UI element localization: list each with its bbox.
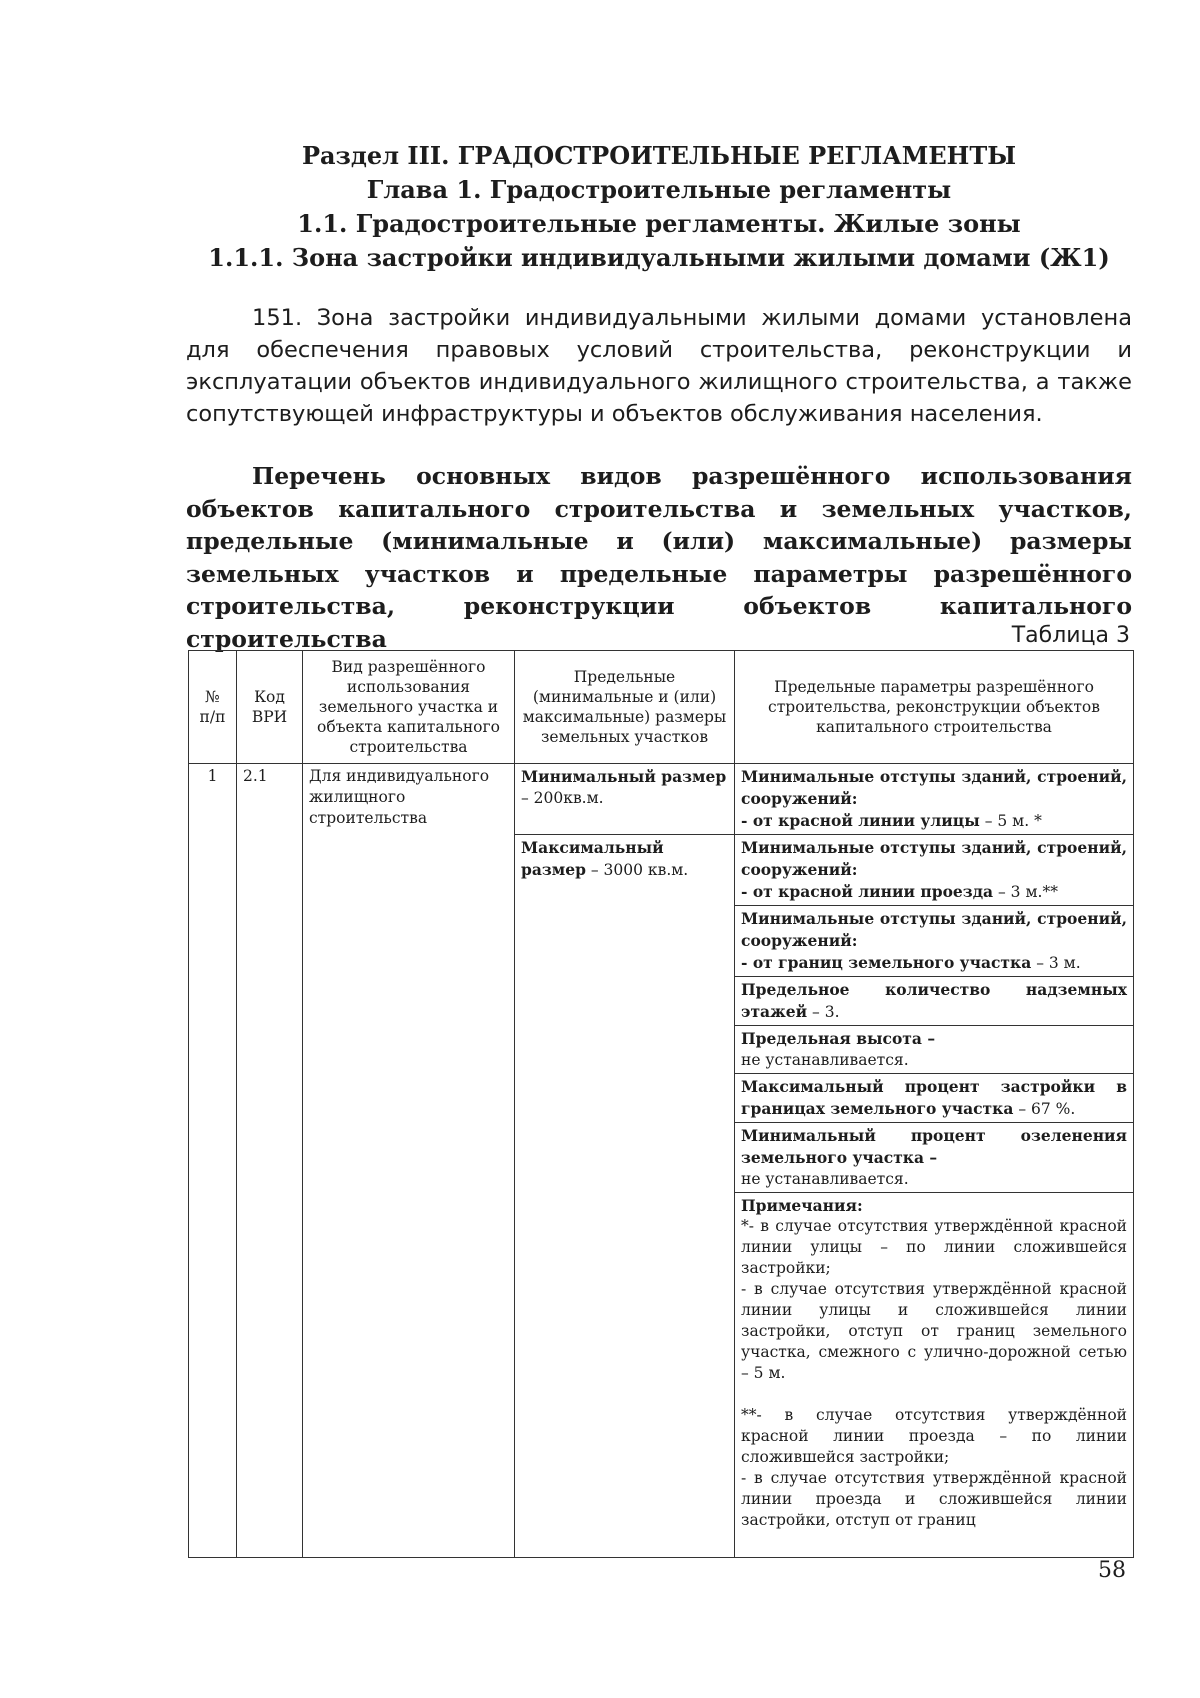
section-title: Раздел III. ГРАДОСТРОИТЕЛЬНЫЕ РЕГЛАМЕНТЫ — [301, 141, 1017, 170]
header-code: Код ВРИ — [237, 651, 303, 764]
param-cell-5 — [735, 1026, 1134, 1074]
table-caption: Таблица 3 — [1011, 623, 1130, 648]
param-3-label-2: - от границ земельного участка — [741, 953, 1032, 972]
note-3: **- в случае отсутствия утверждённой красной линии проезда – по линии сложившейся застройки; — [741, 1406, 1127, 1466]
param-4-value: – 3. — [807, 1003, 840, 1021]
param-6-label: Максимальный процент застройки в границах земельного участка — [741, 1077, 1127, 1118]
size-min-cell — [515, 764, 735, 835]
note-1: *- в случае отсутствия утверждённой красной линии улицы – по линии сложившейся застройки; — [741, 1217, 1127, 1277]
chapter-title: Глава 1. Градостроительные регламенты — [366, 175, 952, 204]
header-use: Вид разрешённого использования земельного участка и объекта капитального строительства — [303, 651, 515, 764]
param-6-value: – 67 %. — [1013, 1100, 1076, 1118]
param-5-label: Предельная высота – — [741, 1029, 936, 1048]
size-max-cell — [515, 835, 735, 1558]
param-cell-4 — [735, 977, 1134, 1026]
row-num: 1 — [189, 764, 237, 1558]
table-row — [189, 764, 1134, 835]
note-2: - в случае отсутствия утверждённой красной линии улицы и сложившейся линии застройки, отступ от границ земельного участка, смежного с улично-дорожной сетью – 5 м. — [741, 1280, 1127, 1382]
list-title: Перечень основных видов разрешённого использования объектов капитального строительства и земельных участков, предельные (минимальные и (или) максимальные) размеры земельных участков и предельные параметры разрешённого строительства, реконструкции объектов капитального строительства — [186, 462, 1132, 653]
header-params: Предельные параметры разрешённого строительства, реконструкции объектов капитального строительства — [735, 651, 1134, 764]
header-num: № п/п — [189, 651, 237, 764]
table-header-row — [189, 651, 1134, 764]
param-7-value: не устанавливается. — [741, 1170, 909, 1188]
note-spacer — [741, 1384, 1127, 1405]
param-cell-1 — [735, 764, 1134, 835]
size-min-value: – 200кв.м. — [521, 789, 604, 807]
param-2-value: – 3 м.** — [993, 883, 1058, 901]
param-3-label: Минимальные отступы зданий, строений, сооружений: — [741, 909, 1127, 950]
param-3-value: – 3 м. — [1031, 954, 1081, 972]
intro-paragraph: 151. Зона застройки индивидуальными жилыми домами установлена для обеспечения правовых условий строительства, реконструкции и эксплуатации объектов индивидуального жилищного строительства, а также сопутствующей инфраструктуры и объектов обслуживания населения. — [186, 305, 1132, 427]
row-use: Для индивидуального жилищного строительства — [303, 764, 515, 1558]
section-headings — [186, 139, 1132, 275]
param-4-label: Предельное количество надземных этажей — [741, 980, 1127, 1021]
param-cell-3 — [735, 906, 1134, 977]
size-max-value: – 3000 кв.м. — [585, 861, 689, 879]
size-max-label: Максимальный размер — [521, 838, 664, 879]
header-sizes: Предельные (минимальные и (или) максимальные) размеры земельных участков — [515, 651, 735, 764]
param-2-label: Минимальные отступы зданий, строений, сооружений: — [741, 838, 1127, 879]
zone-title: 1.1.1. Зона застройки индивидуальными жилыми домами (Ж1) — [208, 243, 1110, 272]
row-code: 2.1 — [237, 764, 303, 1558]
page-number: 58 — [1098, 1558, 1126, 1583]
param-cell-2 — [735, 835, 1134, 906]
notes-title: Примечания: — [741, 1196, 863, 1215]
param-cell-6 — [735, 1074, 1134, 1123]
regulations-table — [188, 650, 1134, 1558]
note-4: - в случае отсутствия утверждённой красной линии проезда и сложившейся линии застройки, отступ от границ — [741, 1469, 1127, 1529]
subsection-title: 1.1. Градостроительные регламенты. Жилые зоны — [297, 209, 1021, 238]
param-2-label-2: - от красной линии проезда — [741, 882, 994, 901]
param-cell-7 — [735, 1123, 1134, 1193]
param-1-label: Минимальные отступы зданий, строений, сооружений: — [741, 767, 1127, 808]
param-5-value: не устанавливается. — [741, 1051, 909, 1069]
param-1-label-2: - от красной линии улицы — [741, 811, 980, 830]
param-1-value: – 5 м. * — [979, 812, 1042, 830]
size-min-label: Минимальный размер — [521, 767, 727, 786]
param-7-label: Минимальный процент озеленения земельного участка – — [741, 1126, 1127, 1167]
notes-cell — [735, 1193, 1134, 1558]
